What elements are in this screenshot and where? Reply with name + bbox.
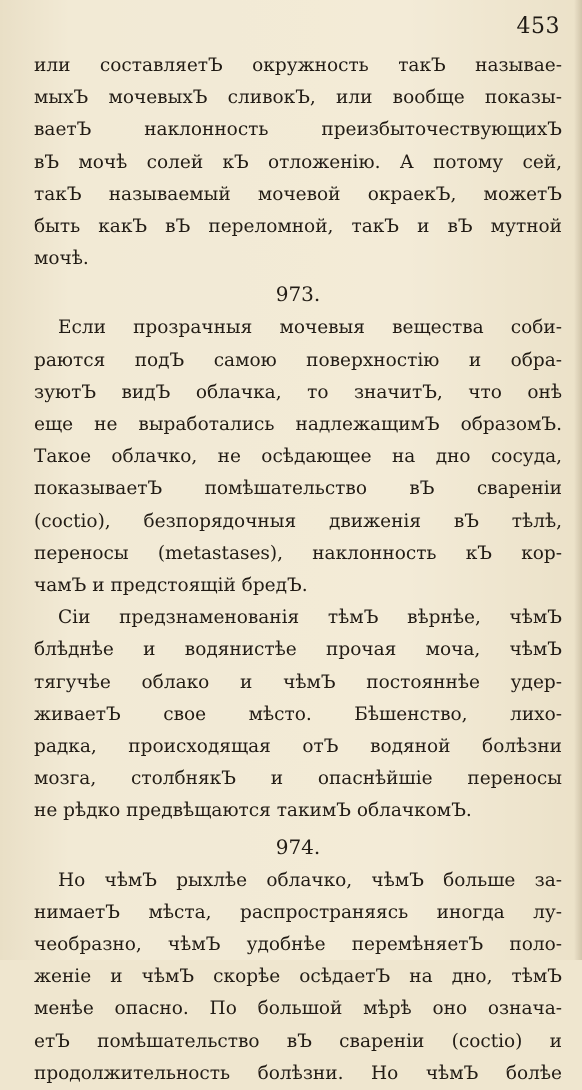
text-line: Сіи предзнаменованія тѣмЪ вѣрнѣе, чѣмЪ <box>58 607 562 629</box>
text-line: не рѣдко предвѣщаются такимЪ облачкомЪ. <box>34 800 472 822</box>
text-line: етЪ помѣшательство вЪ свареніи (coctio) и <box>34 1030 562 1052</box>
text-line: (coctio), безпорядочныя движенія вЪ тѣлѣ, <box>34 510 562 532</box>
page-edge-shadow <box>574 0 582 960</box>
text-line: вЪ мочѣ солей кЪ отложенію. А потому сей, <box>34 151 562 173</box>
text-line: Такое облачко, не осѣдающее на дно сосуда, <box>34 446 562 468</box>
page-number: 453 <box>516 14 560 39</box>
text-line: живаетЪ свое мѣсто. Бѣшенство, лихо- <box>34 703 562 725</box>
text-line: Но чѣмЪ рыхлѣе облачко, чѣмЪ больше за- <box>58 869 562 891</box>
text-line: тягучѣе облако и чѣмЪ постояннѣе удер- <box>34 671 562 693</box>
text-line: чамЪ и предстоящій бредЪ. <box>34 575 308 597</box>
text-line: мыхЪ мочевыхЪ сливокЪ, или вообще показы- <box>34 87 562 109</box>
text-line: зуютЪ видЪ облачка, то значитЪ, что онѣ <box>34 381 562 403</box>
text-line: продолжительность болѣзни. Но чѣмЪ болѣе <box>34 1062 562 1084</box>
text-line: ваетЪ наклонность преизбыточествующихЪ <box>34 119 562 141</box>
paragraph-continuation <box>34 50 562 275</box>
text-line: мозга, столбнякЪ и опаснѣйшіе переносы <box>34 768 562 790</box>
paragraph-974-1 <box>34 865 562 1090</box>
text-line: такЪ называемый мочевой окраекЪ, можетЪ <box>34 183 562 205</box>
text-line: раются подЪ самою поверхностію и обра- <box>34 349 562 371</box>
text-line: показываетЪ помѣшательство вЪ свареніи <box>34 478 562 500</box>
section-number-973: 973. <box>275 282 321 307</box>
text-line: еще не выработались надлежащимЪ образомЪ. <box>34 414 562 436</box>
text-line: Если прозрачныя мочевыя вещества соби- <box>58 317 562 339</box>
text-line: быть какЪ вЪ переломной, такЪ и вЪ мутной <box>34 216 562 238</box>
text-line: женіе и чѣмЪ скорѣе осѣдаетЪ на дно, тѣмЪ <box>34 966 562 988</box>
text-line: блѣднѣе и водянистѣе прочая моча, чѣмЪ <box>34 639 562 661</box>
text-line: чеобразно, чѣмЪ удобнѣе перемѣняетЪ поло- <box>34 934 562 956</box>
text-line: мочѣ. <box>34 248 89 270</box>
text-line: радка, происходящая отЪ водяной болѣзни <box>34 736 562 758</box>
text-line: переносы (metastases), наклонность кЪ кор- <box>34 542 562 564</box>
paragraph-973-1 <box>34 312 562 602</box>
paragraph-973-2 <box>34 602 562 827</box>
text-line: или составляетЪ окружность такЪ называе- <box>34 55 562 76</box>
text-line: менѣе опасно. По большой мѣрѣ оно означа- <box>34 998 562 1020</box>
text-line: нимаетЪ мѣста, распространяясь иногда лу- <box>34 901 562 923</box>
page-text <box>34 50 562 1090</box>
section-number-974: 974. <box>275 834 321 859</box>
